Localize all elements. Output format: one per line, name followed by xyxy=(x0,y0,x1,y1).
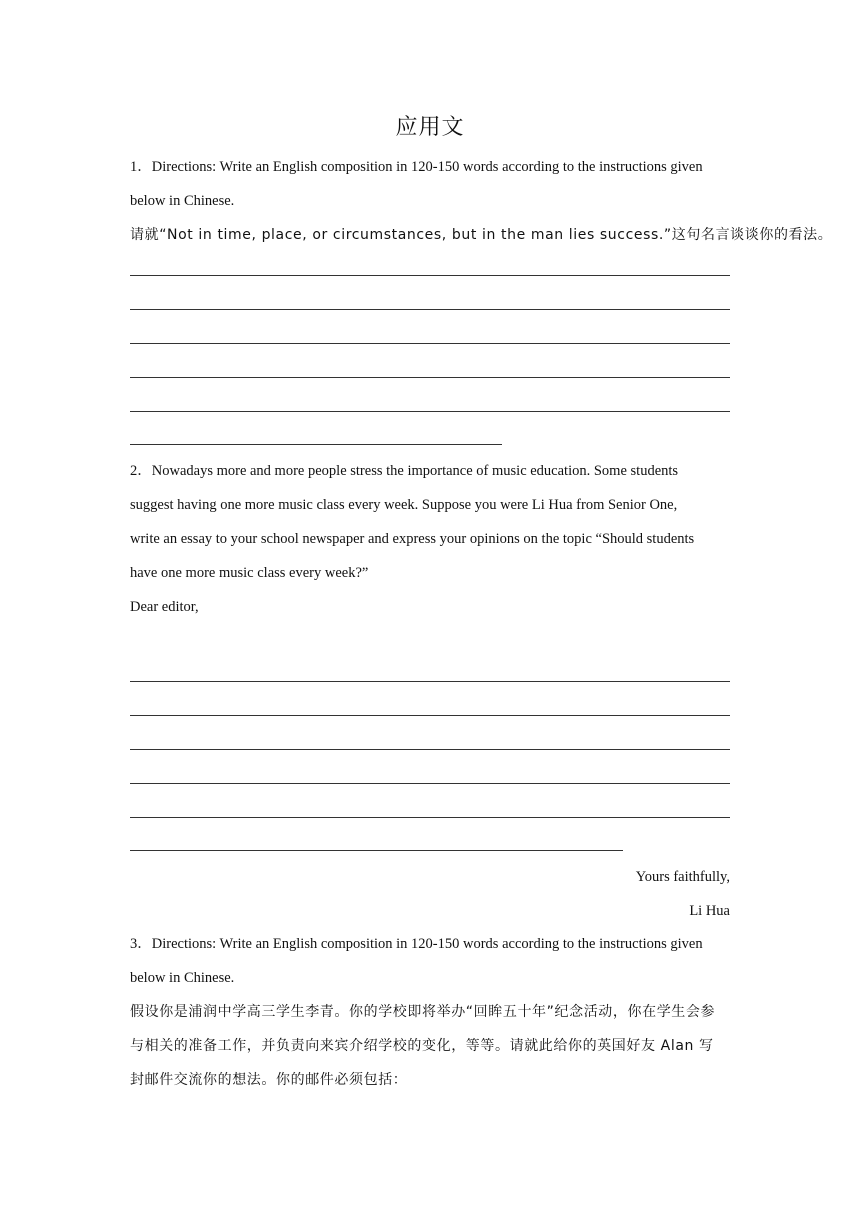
answer-line[interactable] xyxy=(130,275,730,276)
page-title: 应用文 xyxy=(395,115,465,140)
answer-line[interactable] xyxy=(130,411,730,412)
answer-line[interactable] xyxy=(130,681,730,682)
answer-line[interactable] xyxy=(130,715,730,716)
answer-line[interactable] xyxy=(130,309,730,310)
q2-prompt-line-3: write an essay to your school newspaper and express your opinions on the topic “Should students xyxy=(130,531,695,547)
q3-prompt-line-3: 封邮件交流你的想法。你的邮件必须包括： xyxy=(130,1072,408,1088)
q1-directions-line-1: 1．Directions: Write an English composition in 120-150 words according to the instructions given xyxy=(130,159,703,175)
letter-signature: Li Hua xyxy=(689,903,730,919)
answer-line[interactable] xyxy=(130,749,730,750)
q2-prompt-line-4: have one more music class every week?” xyxy=(130,565,369,581)
q1-directions-line-2: below in Chinese. xyxy=(130,193,235,209)
q2-prompt-line-2: suggest having one more music class every week. Suppose you were Li Hua from Senior One, xyxy=(130,497,678,513)
q3-directions-line-1: 3．Directions: Write an English composition in 120-150 words according to the instructions given xyxy=(130,936,703,952)
q1-prompt: 请就“Not in time, place, or circumstances, but in the man lies success.”这句名言谈谈你的看法。 xyxy=(130,227,833,243)
answer-line[interactable] xyxy=(130,817,730,818)
answer-line[interactable] xyxy=(130,377,730,378)
letter-greeting: Dear editor, xyxy=(130,599,199,615)
letter-closing: Yours faithfully, xyxy=(635,869,730,885)
q3-prompt-line-1: 假设你是浦润中学高三学生李青。你的学校即将举办“回眸五十年”纪念活动，你在学生会参 xyxy=(130,1004,716,1020)
answer-line-short[interactable] xyxy=(130,850,623,851)
q3-directions-line-2: below in Chinese. xyxy=(130,970,235,986)
q2-prompt-line-1: 2．Nowadays more and more people stress the importance of music education. Some students xyxy=(130,463,679,479)
answer-line[interactable] xyxy=(130,343,730,344)
answer-line-short[interactable] xyxy=(130,444,502,445)
q3-prompt-line-2: 与相关的准备工作，并负责向来宾介绍学校的变化，等等。请就此给你的英国好友 Alan 写 xyxy=(130,1038,714,1054)
answer-line[interactable] xyxy=(130,783,730,784)
